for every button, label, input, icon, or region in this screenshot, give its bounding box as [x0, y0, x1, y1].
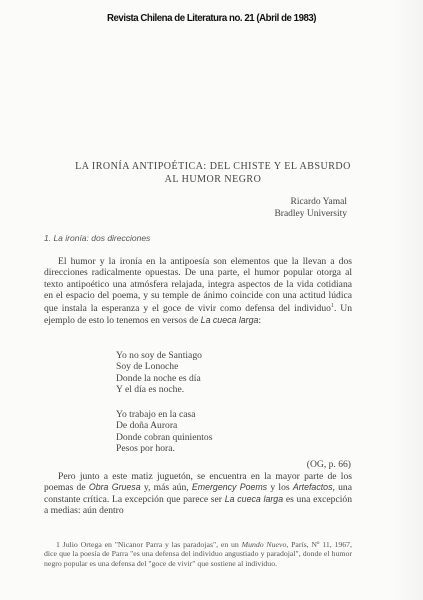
article-title-line-1: LA IRONÍA ANTIPOÉTICA: DEL CHISTE Y EL ABSURDO	[75, 161, 351, 172]
verse-stanza-2	[116, 409, 212, 454]
section-heading: 1. La ironía: dos direcciones	[44, 233, 151, 243]
footnote-text-a: 1 Julio Ortega en "Nicanor Parra y las paradojas", en un	[56, 540, 242, 549]
verse-stanza-1	[116, 350, 202, 395]
paragraph-2-text-d: , una constante crítica. La excepción que parece ser	[44, 482, 352, 505]
paragraph-2-text-b: y, más aún,	[140, 482, 192, 494]
work-title-cueca-larga: La cueca larga	[200, 314, 259, 325]
verse-line: Soy de Lonoche	[116, 361, 179, 373]
verse-line: Yo trabajo en la casa	[116, 409, 196, 420]
work-title-artefactos: Artefactos	[292, 482, 333, 493]
work-title-obra-gruesa: Obra Gruesa	[88, 482, 141, 493]
author-name: Ricardo Yamal	[290, 197, 347, 207]
verse-line: Donde cobran quinientos	[116, 431, 213, 443]
article-title-line-2: AL HUMOR NEGRO	[164, 174, 262, 185]
paragraph-1-text-a: El humor y la ironía en la antipoesía son elementos que la llevan a dos direcciones radicalmente opuestas. De una parte, el humor popular otorga al texto antipoético una atmósfera relajada, integra aspectos de la vida cotidiana en el espacio del poema, y su temple de ánimo coincide con una actitud lúdica que instala la esperanza y el goce de vivir como defensa del individuo	[44, 256, 352, 315]
author-affiliation: Bradley University	[274, 209, 347, 219]
paragraph-1	[44, 256, 352, 326]
verse-line: Pesos por hora.	[116, 442, 175, 454]
verse-line: Donde la noche es día	[116, 372, 201, 384]
verse-citation: (OG, p. 66)	[306, 459, 351, 470]
article-title	[48, 160, 378, 186]
work-title-emergency-poems: Emergency Poems	[191, 482, 268, 493]
paragraph-1-text-b: . Un ejemplo de esto lo tenemos en versos de	[44, 303, 352, 326]
scan-edge-shadow	[393, 0, 423, 600]
footnote-text-b: , París, Nº 11, 1967, dice que la poesía de Parra "es una defensa del individuo angustiado y paradojal", donde el humor negro popular es una defensa del "goce de vivir" que sostiene al individuo.	[44, 540, 352, 568]
paragraph-2-text-a: Pero junto a este matiz juguetón, se encuentra en la mayor parte de los poemas de	[44, 471, 352, 494]
paragraph-2-text-e: es una excepción a medias: aún dentro	[44, 493, 352, 516]
journal-citation-stamp: Revista Chilena de Literatura no. 21 (Abril de 1983)	[107, 12, 317, 24]
footnote-work-title: Mundo Nuevo	[241, 540, 287, 549]
paragraph-1-text-c: :	[258, 314, 262, 326]
verse-line: Yo no soy de Santiago	[116, 350, 202, 361]
author-block	[274, 196, 347, 220]
paragraph-2	[44, 471, 352, 516]
paragraph-2-text-c: y los	[267, 482, 293, 494]
work-title-cueca-larga-2: La cueca larga	[224, 493, 284, 504]
verse-line: De doña Aurora	[116, 420, 178, 432]
footnote	[44, 540, 352, 568]
verse-line: Y el día es noche.	[116, 383, 185, 395]
footnote-marker: 1	[330, 303, 334, 310]
